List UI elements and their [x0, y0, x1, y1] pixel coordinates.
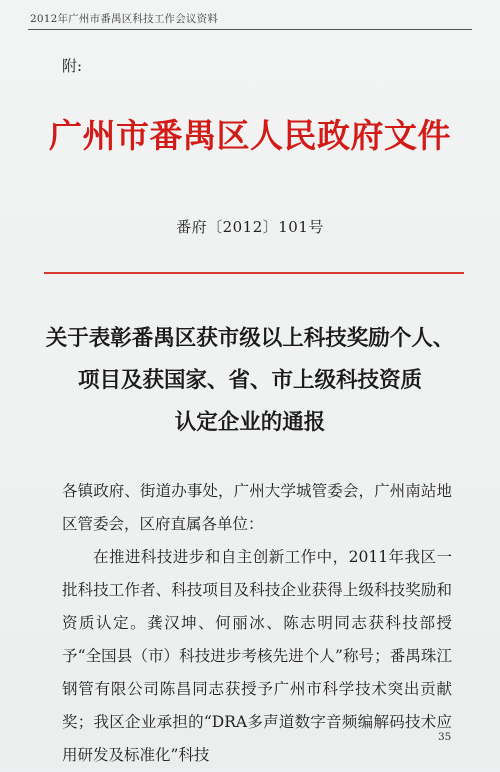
body-paragraph: 在推进科技进步和自主创新工作中，2011年我区一批科技工作者、科技项目及科技企业获得上级科技奖励和资质认定。龚汉坤、何丽冰、陈志明同志获科技部授予“全国县（市）科技进步考核先进个人”称号；番禺珠江钢管有限公司陈昌同志获授予广州市科学技术突出贡献奖；我区企业承担的“DRA多声道数字音频编解码技术应用研发及标准化”科技	[62, 548, 452, 764]
red-separator-rule	[44, 272, 464, 274]
notice-title	[0, 318, 500, 444]
header-rule	[28, 29, 472, 30]
addressees: 各镇政府、街道办事处，广州大学城管委会，广州南站地区管委会，区府直属各单位：	[62, 482, 452, 533]
attachment-label: 附:	[62, 57, 83, 75]
title-line: 项目及获国家、省、市上级科技资质	[77, 368, 422, 393]
issuer-heading: 广州市番禺区人民政府文件	[49, 116, 451, 155]
page-number: 35	[438, 731, 452, 743]
body-text	[62, 475, 452, 772]
document-number: 番府〔2012〕101号	[176, 218, 324, 236]
title-line: 认定企业的通报	[174, 410, 326, 435]
title-line: 关于表彰番禺区获市级以上科技奖励个人、	[45, 326, 455, 351]
running-header: 2012年广州市番禺区科技工作会议资料	[30, 13, 219, 25]
